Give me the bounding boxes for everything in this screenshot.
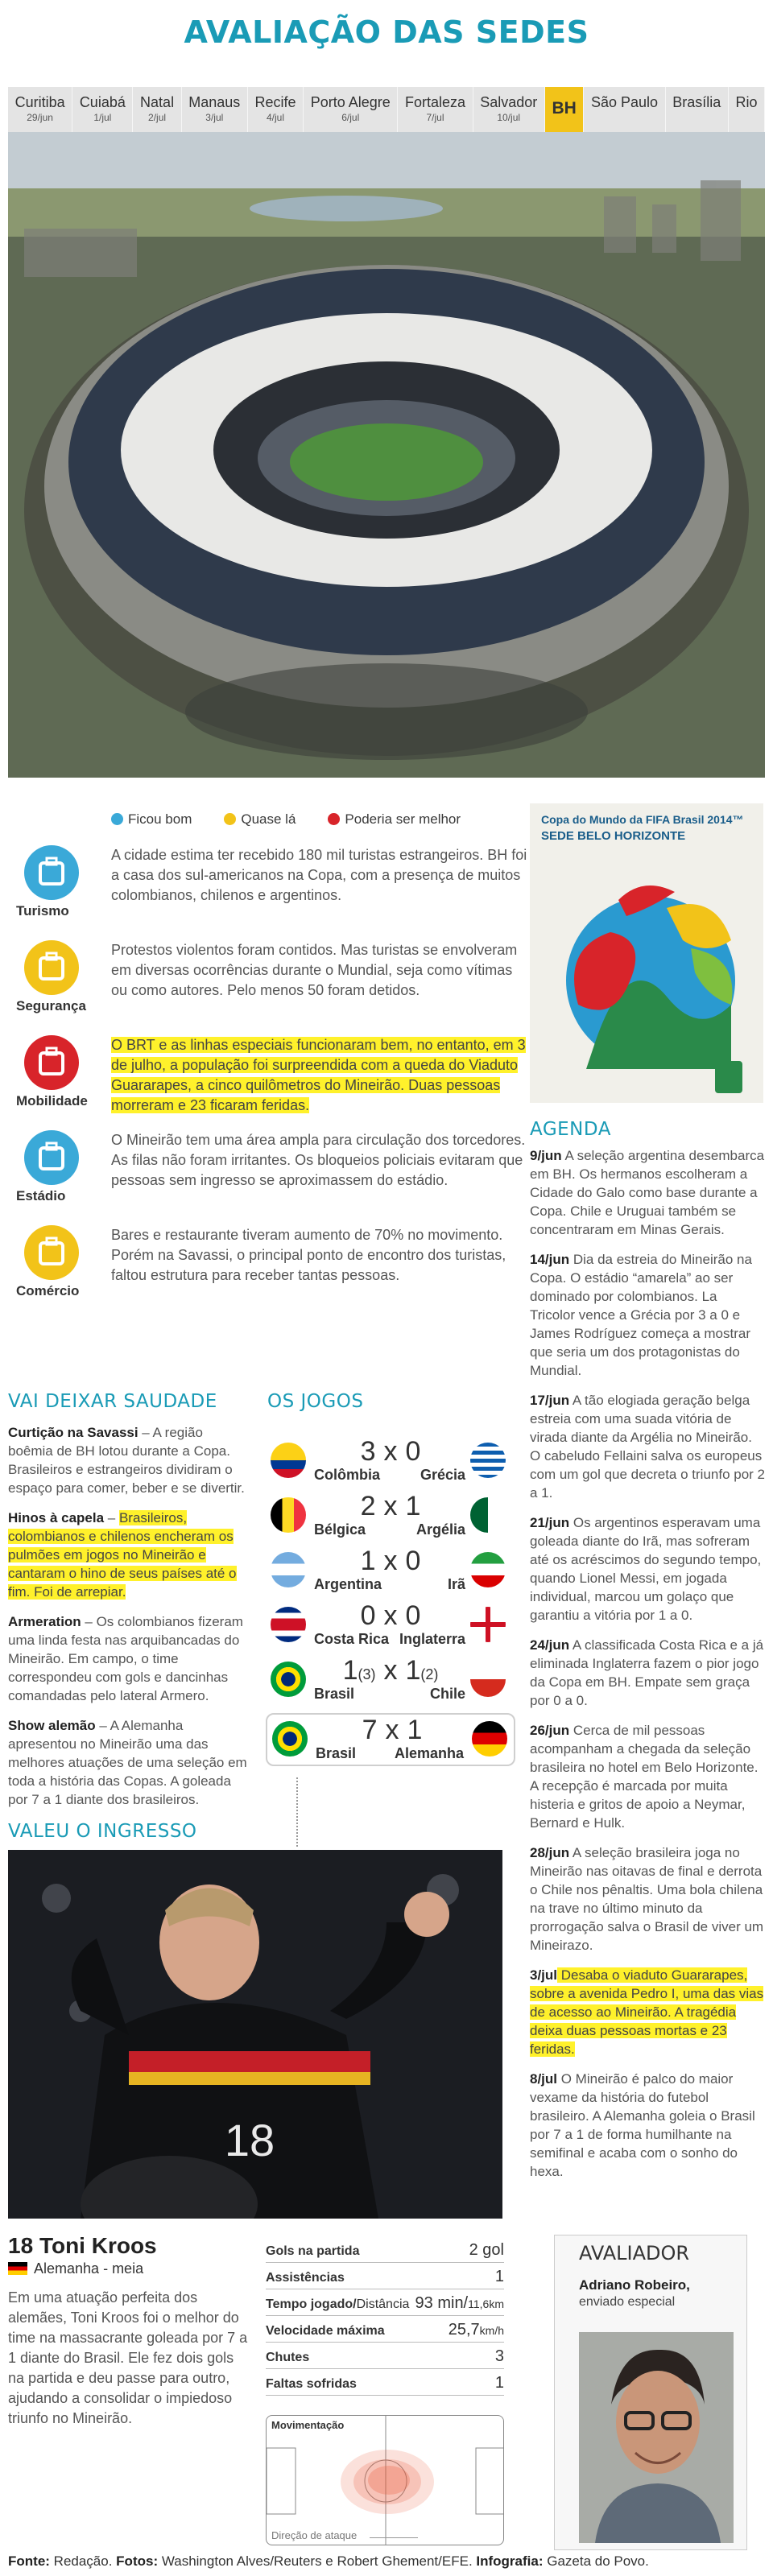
tab-rio[interactable] bbox=[729, 87, 765, 132]
credit-label-graphics: Infografia: bbox=[476, 2553, 544, 2569]
agenda-date: 9/jun bbox=[530, 1148, 562, 1163]
tab-name: Porto Alegre bbox=[310, 94, 391, 110]
score-separator: x bbox=[383, 1600, 398, 1631]
stadium-illustration bbox=[8, 132, 765, 778]
stat-value bbox=[469, 2241, 504, 2260]
category-text bbox=[111, 845, 530, 906]
category-text bbox=[111, 940, 530, 1001]
away-team: Chile bbox=[429, 1686, 465, 1702]
agenda-date: 8/jul bbox=[530, 2071, 558, 2087]
agenda-item bbox=[530, 1636, 765, 1710]
field-diagram bbox=[267, 2416, 504, 2545]
tab-name: Brasília bbox=[672, 94, 721, 110]
saudade-item bbox=[8, 1612, 250, 1705]
tab-name: Salvador bbox=[480, 94, 538, 110]
home-team: Brasil bbox=[314, 1686, 355, 1702]
credit-label-source: Fonte: bbox=[8, 2553, 50, 2569]
tab-name: Curitiba bbox=[14, 94, 65, 110]
game-result bbox=[266, 1436, 515, 1489]
agenda-item bbox=[530, 2070, 765, 2181]
stat-row bbox=[266, 2343, 504, 2369]
legend-dot-icon bbox=[111, 813, 123, 825]
home-team: Bélgica bbox=[314, 1521, 366, 1538]
category-label: Mobilidade bbox=[16, 1093, 88, 1108]
tab-name: Manaus bbox=[188, 94, 241, 110]
credit-source: Redação. bbox=[49, 2553, 117, 2569]
tab-salvador[interactable] bbox=[473, 87, 545, 132]
kroos-number: 18 bbox=[8, 2233, 34, 2258]
tab-manaus[interactable] bbox=[182, 87, 248, 132]
field-label: Movimentação bbox=[271, 2419, 345, 2431]
legend-dot-icon bbox=[224, 813, 236, 825]
stat-label bbox=[266, 2244, 359, 2259]
agenda-date: 28/jun bbox=[530, 1845, 570, 1860]
stadium-icon bbox=[24, 1130, 79, 1185]
portrait-illustration bbox=[579, 2332, 734, 2543]
saudade-item bbox=[8, 1423, 250, 1497]
category-text-content: Bares e restaurante tiveram aumento de 70% no movimento. Porém na Savassi, o principal ponto de encontro dos turistas, faltou estrutura para receber tantas pessoas. bbox=[111, 1227, 506, 1283]
bus-icon bbox=[24, 1035, 79, 1090]
legend-label: Ficou bom bbox=[128, 811, 192, 827]
saudade-item-title: Armeration bbox=[8, 1614, 81, 1629]
credits-footer bbox=[8, 2553, 649, 2570]
stat-row bbox=[266, 2289, 504, 2316]
stat-row bbox=[266, 2263, 504, 2289]
agenda-date: 21/jun bbox=[530, 1515, 570, 1530]
tab-fortaleza[interactable] bbox=[398, 87, 473, 132]
tab-date: 7/jul bbox=[426, 112, 444, 123]
game-score bbox=[332, 1715, 453, 1746]
stat-unit: km/h bbox=[479, 2324, 504, 2337]
agenda-date: 14/jun bbox=[530, 1252, 570, 1267]
shirt-number: 18 bbox=[224, 2115, 275, 2165]
attack-direction: Direção de ataque bbox=[271, 2529, 358, 2541]
away-score: 0 bbox=[405, 1436, 421, 1467]
agenda-text: A seleção argentina desembarca em BH. Os hermanos escolheram a Cidade do Galo como base durante a Copa. Chile e Uruguai também se concentraram em Minas Gerais. bbox=[530, 1148, 765, 1237]
stat-label bbox=[266, 2297, 409, 2312]
tab-cuiabá[interactable] bbox=[72, 87, 133, 132]
category-text-content: O Mineirão tem uma área ampla para circulação dos torcedores. As filas não foram irritantes. Os bloqueios policiais evitaram que pessoas sem ingresso se aproximassem do estádio. bbox=[111, 1132, 526, 1188]
score-separator: x bbox=[383, 1436, 398, 1467]
stat-label bbox=[266, 2271, 345, 2285]
flag-irã-icon bbox=[470, 1552, 506, 1587]
page-title: AVALIAÇÃO DAS SEDES bbox=[184, 14, 589, 50]
category-text bbox=[111, 1035, 530, 1116]
tab-porto-alegre[interactable] bbox=[304, 87, 398, 132]
home-team: Costa Rica bbox=[314, 1631, 390, 1647]
stat-value-text: 1 bbox=[494, 2268, 504, 2285]
legend-dot-icon bbox=[328, 813, 340, 825]
tab-name: Recife bbox=[254, 94, 296, 110]
tab-são-paulo[interactable] bbox=[584, 87, 665, 132]
away-team: Alemanha bbox=[394, 1745, 464, 1761]
home-score: 2 bbox=[360, 1491, 376, 1521]
tab-name: Fortaleza bbox=[404, 94, 466, 110]
kroos-text: Em uma atuação perfeita dos alemães, Toni Kroos foi o melhor do time na massacrante goleada por 7 a 1 diante do Brasil. Ele fez dois gols na partida e deu passe para outro, ajudando a consolidar o impiedoso triunfo no Mineirão. bbox=[8, 2289, 248, 2426]
home-team: Brasil bbox=[316, 1745, 357, 1761]
away-team: Argélia bbox=[415, 1521, 465, 1538]
score-separator: x bbox=[383, 1546, 398, 1576]
agenda-item bbox=[530, 1721, 765, 1832]
stat-value bbox=[449, 2321, 504, 2339]
stat-label bbox=[266, 2377, 357, 2392]
agenda-text: Cerca de mil pessoas acompanham a chegada da seleção brasileira no hotel em Belo Horizonte. A recepção é marcada por muita histeria e gritos de apoio a Neymar, Bernard e Hulk. bbox=[530, 1723, 759, 1831]
agenda-item bbox=[530, 1146, 765, 1239]
score-separator: x bbox=[385, 1715, 399, 1745]
kroos-name: Toni Kroos bbox=[39, 2233, 157, 2258]
home-score: 1 bbox=[360, 1546, 376, 1576]
category-text-content: O BRT e as linhas especiais funcionaram bem, no entanto, em 3 de julho, a população foi surpreendida com a queda do Viaduto Guararapes, a cinco quilômetros do Mineirão. Duas pessoas morreram e 23 ficaram feridas. bbox=[111, 1037, 526, 1113]
stat-row bbox=[266, 2236, 504, 2263]
kroos-subtitle bbox=[8, 2260, 143, 2277]
saudade-item: Hinos à capela – Brasileiros, colombianos e chilenos encheram os pulmões em jogos no Mineirão e cantaram o hino de seus países até o fim. Foi de arrepiar. bbox=[8, 1510, 237, 1600]
players-photo bbox=[8, 1850, 502, 2219]
tab-name: BH bbox=[552, 99, 577, 118]
away-team: Grécia bbox=[420, 1467, 465, 1483]
tab-name: São Paulo bbox=[590, 94, 659, 110]
legend-label: Quase lá bbox=[241, 811, 296, 827]
agenda-text: Desaba o viaduto Guararapes, sobre a avenida Pedro I, uma das vias de acesso ao Mineirão. A tragédia deixa duas pessoas mortas e 23 feridas. bbox=[530, 1967, 764, 2057]
stadium-photo bbox=[8, 132, 765, 778]
flag-brasil-icon bbox=[272, 1721, 308, 1757]
game-score bbox=[330, 1436, 451, 1468]
games-heading: OS JOGOS bbox=[267, 1391, 364, 1412]
agenda-item bbox=[530, 1513, 765, 1624]
away-score: 1 bbox=[407, 1715, 423, 1745]
stat-label-extra: Distância bbox=[356, 2297, 410, 2311]
game-result bbox=[266, 1600, 515, 1653]
agenda-text: Os argentinos esperavam uma goleada diante do Irã, mas sofreram até os acréscimos do segundo tempo, quando Lionel Messi, em jogada individual, marcou um golaço que garantiu a vitória por 1 a 0. bbox=[530, 1515, 762, 1623]
home-team: Colômbia bbox=[314, 1467, 381, 1483]
tab-name: Cuiabá bbox=[79, 94, 126, 110]
saudade-item-text: – A Alemanha apresentou no Mineirão uma das melhores atuações de uma seleção em toda a história das Copas. A goleada por 7 a 1 diante dos brasileiros. bbox=[8, 1718, 247, 1807]
category-text bbox=[111, 1130, 530, 1191]
home-team: Argentina bbox=[314, 1576, 382, 1592]
category-label: Comércio bbox=[16, 1283, 80, 1298]
agenda-text: A classificada Costa Rica e a já eliminada Inglaterra fazem o pior jogo da Copa em BH. Empate sem graça por 0 a 0. bbox=[530, 1637, 764, 1708]
avaliador-box bbox=[554, 2235, 747, 2550]
agenda-date: 24/jun bbox=[530, 1637, 570, 1653]
poster-artwork bbox=[530, 803, 763, 1103]
rating-legend bbox=[111, 811, 461, 828]
tab-date: 3/jul bbox=[205, 112, 224, 123]
game-score bbox=[330, 1600, 451, 1632]
agenda-text: O Mineirão é palco do maior vexame da história do futebol brasileiro. A Alemanha goleia o Brasil por 7 a 1 de forma humilhante na semifinal e acaba com o sonho do hexa. bbox=[530, 2071, 755, 2179]
agenda-text: A tão elogiada geração belga estreia com uma suada vitória de virada diante da Argélia no Mineirão. O cabeludo Fellaini salva os europeus com um gol que decreta o triunfo por 2 a 1. bbox=[530, 1393, 765, 1501]
suitcase-icon bbox=[24, 845, 79, 900]
flag-grécia-icon bbox=[470, 1443, 506, 1478]
stat-label-text: Tempo jogado/ bbox=[266, 2297, 357, 2311]
game-score bbox=[330, 1655, 451, 1686]
away-team: Irã bbox=[447, 1576, 465, 1592]
shopping-bag-icon bbox=[24, 1225, 79, 1280]
category-text-content: Protestos violentos foram contidos. Mas turistas se envolveram em diversas ocorrências durante o Mundial, seja como vítimas ou como autores. Pelo menos 50 foram detidos. bbox=[111, 942, 518, 998]
away-penalties: (2) bbox=[420, 1666, 439, 1682]
saudade-item-text: – A região boêmia de BH lotou durante a Copa. Brasileiros e estrangeiros dividiram o espaço para comer, beber e se divertir. bbox=[8, 1425, 245, 1496]
agenda-text: Dia da estreia do Mineirão na Copa. O estádio “amarela” ao ser dominado por colombianos. La Tricolor vence a Grécia por 3 a 0 e James Rodríguez começa a mostrar que seria um dos protagonistas do Mundial. bbox=[530, 1252, 752, 1378]
tab-name: Natal bbox=[140, 94, 175, 110]
stat-label-text: Faltas sofridas bbox=[266, 2377, 357, 2391]
arrow-right-icon bbox=[370, 2537, 418, 2538]
home-score: 3 bbox=[360, 1436, 376, 1467]
game-result bbox=[266, 1546, 515, 1599]
away-score: 1 bbox=[405, 1491, 421, 1521]
saudade-item-title: Show alemão bbox=[8, 1718, 96, 1733]
away-team: Inglaterra bbox=[399, 1631, 465, 1647]
category-label: Estádio bbox=[16, 1188, 66, 1203]
stat-label-text: Chutes bbox=[266, 2351, 310, 2364]
stat-value bbox=[495, 2347, 504, 2366]
agenda-item bbox=[530, 1843, 765, 1955]
tab-bh[interactable] bbox=[545, 87, 585, 132]
agenda-date: 17/jun bbox=[530, 1393, 570, 1408]
flag-bélgica-icon bbox=[271, 1497, 306, 1533]
avaliador-heading: AVALIADOR bbox=[579, 2242, 690, 2264]
tab-recife[interactable] bbox=[248, 87, 304, 132]
flag-chile-icon bbox=[470, 1662, 506, 1697]
tab-date: 1/jul bbox=[93, 112, 112, 123]
city-tabs bbox=[8, 87, 765, 132]
category-label: Segurança bbox=[16, 998, 86, 1013]
avaliador-role: enviado especial bbox=[579, 2295, 676, 2309]
stat-value-text: 1 bbox=[494, 2374, 504, 2392]
connector-dots bbox=[296, 1777, 298, 1847]
saudade-item-text: Brasileiros, colombianos e chilenos encheram os pulmões em jogos no Mineirão e cantaram o hino de seus países até o fim. Foi de arrepiar. bbox=[8, 1510, 237, 1600]
stat-label-text: Gols na partida bbox=[266, 2244, 360, 2258]
stat-row bbox=[266, 2369, 504, 2396]
saudade-item bbox=[8, 1716, 250, 1809]
saudade-heading: VAI DEIXAR SAUDADE bbox=[8, 1391, 217, 1412]
flag-brasil-icon bbox=[271, 1662, 306, 1697]
tab-date: 10/jul bbox=[497, 112, 521, 123]
tab-name: Rio bbox=[735, 94, 758, 110]
stat-value-text: 3 bbox=[494, 2347, 504, 2365]
stat-value bbox=[415, 2294, 504, 2313]
saudade-item-title: Hinos à capela bbox=[8, 1510, 105, 1525]
game-score bbox=[330, 1491, 451, 1522]
flag-inglaterra-icon bbox=[470, 1607, 506, 1642]
poster-title: Copa do Mundo da FIFA Brasil 2014™ bbox=[541, 813, 744, 826]
saudade-list bbox=[8, 1423, 250, 1820]
legend-item bbox=[111, 811, 192, 828]
ingresso-heading: VALEU O INGRESSO bbox=[8, 1821, 197, 1842]
away-score: 1 bbox=[405, 1655, 421, 1686]
avaliador-name: Adriano Robeiro, bbox=[579, 2277, 690, 2293]
stat-value bbox=[495, 2374, 504, 2392]
saudade-item-text: – Os colombianos fizeram uma linda festa nas arquibancadas do Mineirão. Em campo, o time correspondeu com gols e dancinhas comandadas pelo lateral Armero. bbox=[8, 1614, 243, 1703]
stat-label-text: Assistências bbox=[266, 2271, 345, 2285]
game-score bbox=[330, 1546, 451, 1577]
stat-value-text: 25,7 bbox=[448, 2321, 480, 2339]
away-score: 0 bbox=[405, 1546, 421, 1576]
host-city-poster bbox=[530, 803, 763, 1103]
police-icon bbox=[24, 940, 79, 995]
kroos-position: Alemanha - meia bbox=[34, 2260, 144, 2277]
tab-date: 6/jul bbox=[341, 112, 360, 123]
stat-label-text: Velocidade máxima bbox=[266, 2324, 385, 2338]
credit-label-photos: Fotos: bbox=[116, 2553, 159, 2569]
stat-value-text: 93 min/ bbox=[415, 2294, 469, 2312]
kroos-heading bbox=[8, 2233, 157, 2259]
stat-label bbox=[266, 2324, 385, 2339]
stat-unit: 11,6km bbox=[468, 2297, 504, 2310]
kroos-stats bbox=[266, 2236, 504, 2396]
tab-curitiba[interactable] bbox=[8, 87, 72, 132]
category-label: Turismo bbox=[16, 903, 69, 919]
flag-alemanha-icon bbox=[472, 1721, 507, 1757]
germany-flag-icon bbox=[8, 2262, 27, 2275]
agenda-heading: AGENDA bbox=[530, 1119, 611, 1140]
category-text-content: A cidade estima ter recebido 180 mil turistas estrangeiros. BH foi a casa dos sul-americanos na Copa, com a presença de muitos colombianos, chilenos e argentinos. bbox=[111, 847, 527, 903]
game-result bbox=[266, 1713, 515, 1766]
agenda-date: 26/jun bbox=[530, 1723, 570, 1738]
flag-costa-rica-icon bbox=[271, 1607, 306, 1642]
tab-brasília[interactable] bbox=[666, 87, 729, 132]
home-score: 1 bbox=[342, 1655, 358, 1686]
game-result bbox=[266, 1491, 515, 1544]
credit-graphics: Gazeta do Povo. bbox=[543, 2553, 649, 2569]
players-illustration bbox=[8, 1850, 502, 2219]
agenda-text: A seleção brasileira joga no Mineirão nas oitavas de final e derrota o Chile nos pênaltis. Uma bola chilena na trave no último minuto da prorrogação salva o Brasil de viver um Mineirazo. bbox=[530, 1845, 764, 1953]
legend-item bbox=[328, 811, 461, 828]
agenda-list bbox=[530, 1146, 765, 2192]
avaliador-portrait bbox=[579, 2332, 734, 2543]
agenda-date: 3/jul bbox=[530, 1967, 558, 1983]
legend-item bbox=[224, 811, 296, 828]
agenda-item bbox=[530, 1966, 765, 2058]
home-penalties: (3) bbox=[358, 1666, 376, 1682]
stat-value bbox=[495, 2268, 504, 2286]
agenda-item bbox=[530, 1391, 765, 1502]
category-text bbox=[111, 1225, 530, 1286]
home-score: 7 bbox=[362, 1715, 378, 1745]
stat-row bbox=[266, 2316, 504, 2343]
saudade-item-title: Curtição na Savassi bbox=[8, 1425, 138, 1440]
stat-label bbox=[266, 2351, 309, 2365]
agenda-item bbox=[530, 1250, 765, 1380]
away-score: 0 bbox=[405, 1600, 421, 1631]
flag-argélia-icon bbox=[470, 1497, 506, 1533]
flag-colômbia-icon bbox=[271, 1443, 306, 1478]
poster-subtitle: SEDE BELO HORIZONTE bbox=[541, 829, 686, 843]
stat-value-text: 2 gol bbox=[469, 2241, 504, 2259]
flag-argentina-icon bbox=[271, 1552, 306, 1587]
credit-photos: Washington Alves/Reuters e Robert Ghement/EFE. bbox=[158, 2553, 477, 2569]
legend-label: Poderia ser melhor bbox=[345, 811, 461, 827]
home-score: 0 bbox=[360, 1600, 376, 1631]
game-result bbox=[266, 1655, 515, 1708]
movement-heatmap bbox=[266, 2415, 504, 2545]
tab-date: 4/jul bbox=[267, 112, 285, 123]
tab-natal[interactable] bbox=[133, 87, 181, 132]
tab-date: 29/jun bbox=[27, 112, 53, 123]
score-separator: x bbox=[383, 1491, 398, 1521]
score-separator: x bbox=[383, 1655, 398, 1686]
tab-date: 2/jul bbox=[148, 112, 167, 123]
